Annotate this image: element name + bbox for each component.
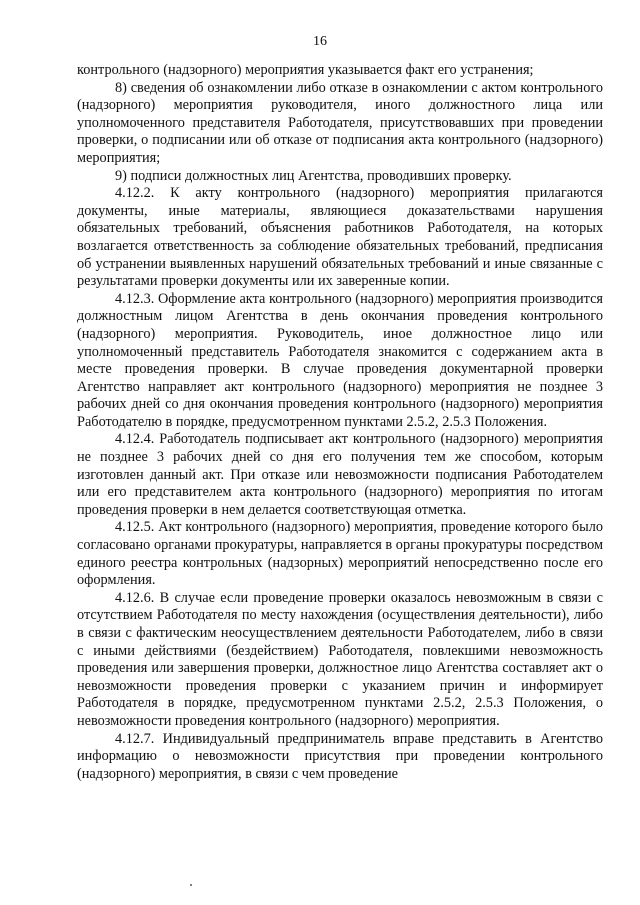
- document-body: [77, 62, 603, 783]
- paragraph-4-12-7: 4.12.7. Индивидуальный предприниматель вправе представить в Агентство информацию о невозможности присутствия при проведении контрольного (надзорного) мероприятия, в связи с чем проведение: [77, 730, 603, 782]
- scan-speck: [190, 884, 192, 886]
- paragraph-4-12-6: 4.12.6. В случае если проведение проверки оказалось невозможным в связи с отсутствием Работодателя по месту нахождения (осуществления деятельности), либо в связи с фактическим неосуществлением деятельности Работодателем, либо в связи с иными действиями (бездействием) Работодателя, повлекшими невозможность проведения или завершения проверки, должностное лицо Агентства составляет акт о невозможности проведения проверки с указанием причин и информирует Работодателя в порядке, предусмотренном пунктами 2.5.2, 2.5.3 Положения, о невозможности проведения контрольного (надзорного) мероприятия.: [77, 589, 603, 729]
- paragraph-continuation: контрольного (надзорного) мероприятия указывается факт его устранения;: [77, 62, 534, 78]
- paragraph-item-9: 9) подписи должностных лиц Агентства, проводивших проверку.: [115, 167, 512, 184]
- page-number: 16: [313, 34, 327, 49]
- paragraph-4-12-5: 4.12.5. Акт контрольного (надзорного) мероприятия, проведение которого было согласовано органами прокуратуры, направляется в органы прокуратуры посредством единого реестра контрольных (надзорных) мероприятий непосредственно после его оформления.: [77, 519, 603, 589]
- paragraph-4-12-4: 4.12.4. Работодатель подписывает акт контрольного (надзорного) мероприятия не позднее 3 рабочих дней со дня его получения тем же способом, которым изготовлен данный акт. При отказе или невозможности подписания Работодателем или его представителем акта контрольного (надзорного) мероприятия по итогам проведения проверки в нем делается соответствующая отметка.: [77, 431, 603, 518]
- paragraph-4-12-3: 4.12.3. Оформление акта контрольного (надзорного) мероприятия производится должностным лицом Агентства в день окончания проведения контрольного (надзорного) мероприятия. Руководитель, иное должностное лицо или уполномоченный представитель Работодателя знакомится с содержанием акта в месте проведения проверки. В случае проведения документарной проверки Агентство направляет акт контрольного (надзорного) мероприятия не позднее 3 рабочих дней со дня окончания проведения контрольного (надзорного) мероприятия Работодателю в порядке, предусмотренном пунктами 2.5.2, 2.5.3 Положения.: [77, 290, 603, 430]
- paragraph-4-12-2: 4.12.2. К акту контрольного (надзорного) мероприятия прилагаются документы, иные материалы, являющиеся доказательствами нарушения обязательных требований, объяснения работников Работодателя, на которых возлагается ответственность за соблюдение обязательных требований, предписания об устранении выявленных нарушений обязательных требований и иные связанные с результатами проверки документы или их заверенные копии.: [77, 185, 603, 290]
- paragraph-item-8: 8) сведения об ознакомлении либо отказе в ознакомлении с актом контрольного (надзорного) мероприятия руководителя, иного должностного лица или уполномоченного представителя Работодателя, присутствовавших при проведении проверки, о подписании или об отказе от подписания акта контрольного (надзорного) мероприятия;: [77, 79, 603, 166]
